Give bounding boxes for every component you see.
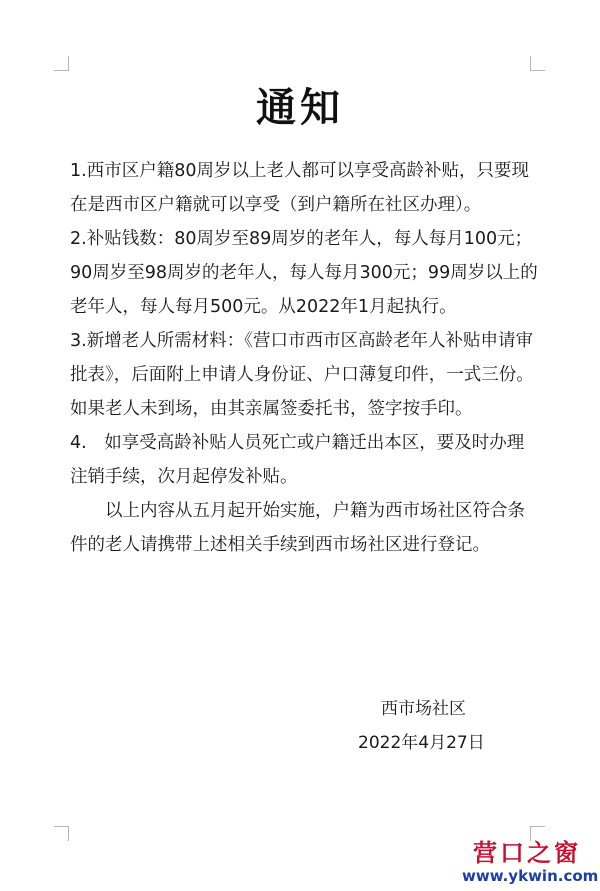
signature-organization: 西市场社区 (381, 699, 466, 719)
paragraph-item-3: 3.新增老人所需材料：《营口市西市区高龄老年人补贴申请审批表》，后面附上申请人身份证、户口薄复印件，一式三份。如果老人未到场，由其亲属签委托书，签字按手印。 (70, 331, 534, 419)
site-watermark (462, 838, 599, 885)
paragraph-item-2: 2.补贴钱数：80周岁至89周岁的老年人，每人每月100元；90周岁至98周岁的老年人，每人每月300元；99周岁以上的老年人，每人每月500元。从2022年1月起执行。 (70, 229, 538, 317)
notice-body (70, 154, 540, 562)
page-corner-mark (54, 826, 69, 841)
paragraph-item-1: 1.西市区户籍80周岁以上老人都可以享受高龄补贴，只要现在是西市区户籍就可以享受（到户籍所在社区办理）。 (70, 161, 529, 215)
signature-date: 2022年4月27日 (358, 733, 485, 753)
paragraph-item-4: 4. 如享受高龄补贴人员死亡或户籍迁出本区，要及时办理注销手续，次月起停发补贴。 (70, 433, 525, 487)
watermark-name: 营口之窗 (473, 838, 581, 867)
notice-title: 通知 (256, 85, 344, 131)
paragraph-closing: 以上内容从五月起开始实施，户籍为西市场社区符合条件的老人请携带上述相关手续到西市场社区进行登记。 (70, 501, 525, 555)
watermark-url: www.ykwin.com (462, 867, 599, 885)
page-corner-mark (54, 56, 69, 71)
page-corner-mark (530, 56, 545, 71)
